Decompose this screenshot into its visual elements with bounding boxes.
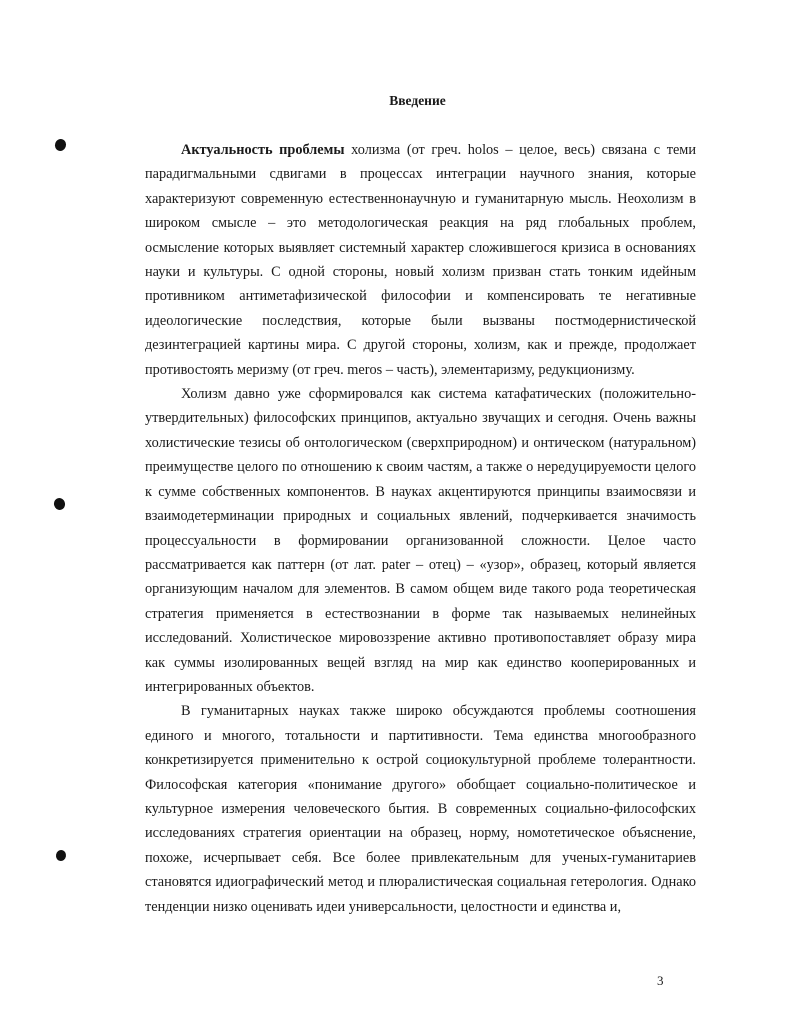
ink-blot-mark [53, 497, 67, 511]
body-text [145, 138, 696, 919]
paragraph-1 [145, 138, 696, 382]
paragraph-text: холизма (от греч. holos – целое, весь) связана с теми парадигмальными сдвигами в процессах интеграции научного знания, которые характеризуют современную естественнонаучную и гуманитарную мысль. Неохолизм в широком смысле – это методологическая реакция на ряд глобальных проблем, осмысление которых выявляет системный характер сложившегося кризиса в основаниях науки и культуры. С одной стороны, новый холизм призван стать тонким идейным противником антиметафизической философии и компенсировать те негативные идеологические последствия, которые были вызваны постмодернистической дезинтеграцией картины мира. С другой стороны, холизм, как и прежде, продолжает противостоять меризму (от греч. meros – часть), элементаризму, редукционизму. [145, 142, 696, 378]
paragraph-2 [145, 382, 696, 699]
paragraph-lead: Актуальность проблемы [181, 142, 345, 158]
paragraph-text: Холизм давно уже сформировался как система катафатических (положительно-утвердительных) философских принципов, актуально звучащих и сегодня. Очень важны холистические тезисы об онтологическом (сверхприродном) и онтическом (натуральном) преимуществе целого по отношению к своим частям, а также о нередуцируемости целого к сумме собственных компонентов. В науках акцентируются принципы взаимосвязи и взаимодетерминации природных и социальных явлений, подчеркивается значимость процессуальности в формировании организованной сложности. Целое часто рассматривается как паттерн (от лат. pater – отец) – «узор», образец, который является организующим началом для элементов. В самом общем виде такого рода теоретическая стратегия применяется в естествознании в форме так называемых нелинейных исследований. Холистическое мировоззрение активно противопоставляет образу мира как суммы изолированных вещей взгляд на мир как единство кооперированных и интегрированных объектов. [145, 386, 696, 695]
page-number: 3 [657, 973, 664, 988]
ink-blot-mark [53, 137, 67, 152]
paragraph-text: В гуманитарных науках также широко обсуждаются проблемы соотношения единого и многого, тотальности и партитивности. Тема единства многообразного конкретизируется применительно к острой социокультурной проблеме толерантности. Философская категория «понимание другого» обобщает социально-политическое и культурное измерения человеческого бытия. В современных социально-философских исследованиях стратегия ориентации на образец, норму, номотетическое объяснение, похоже, исчерпывает себя. Все более привлекательным для ученых-гуманитариев становятся идиографический метод и плюралистическая социальная гетерология. Однако тенденции низко оценивать идеи универсальности, целостности и единства и, [145, 703, 696, 915]
page-heading: Введение [389, 93, 446, 108]
ink-blot-mark [55, 849, 67, 862]
paragraph-3 [145, 699, 696, 919]
